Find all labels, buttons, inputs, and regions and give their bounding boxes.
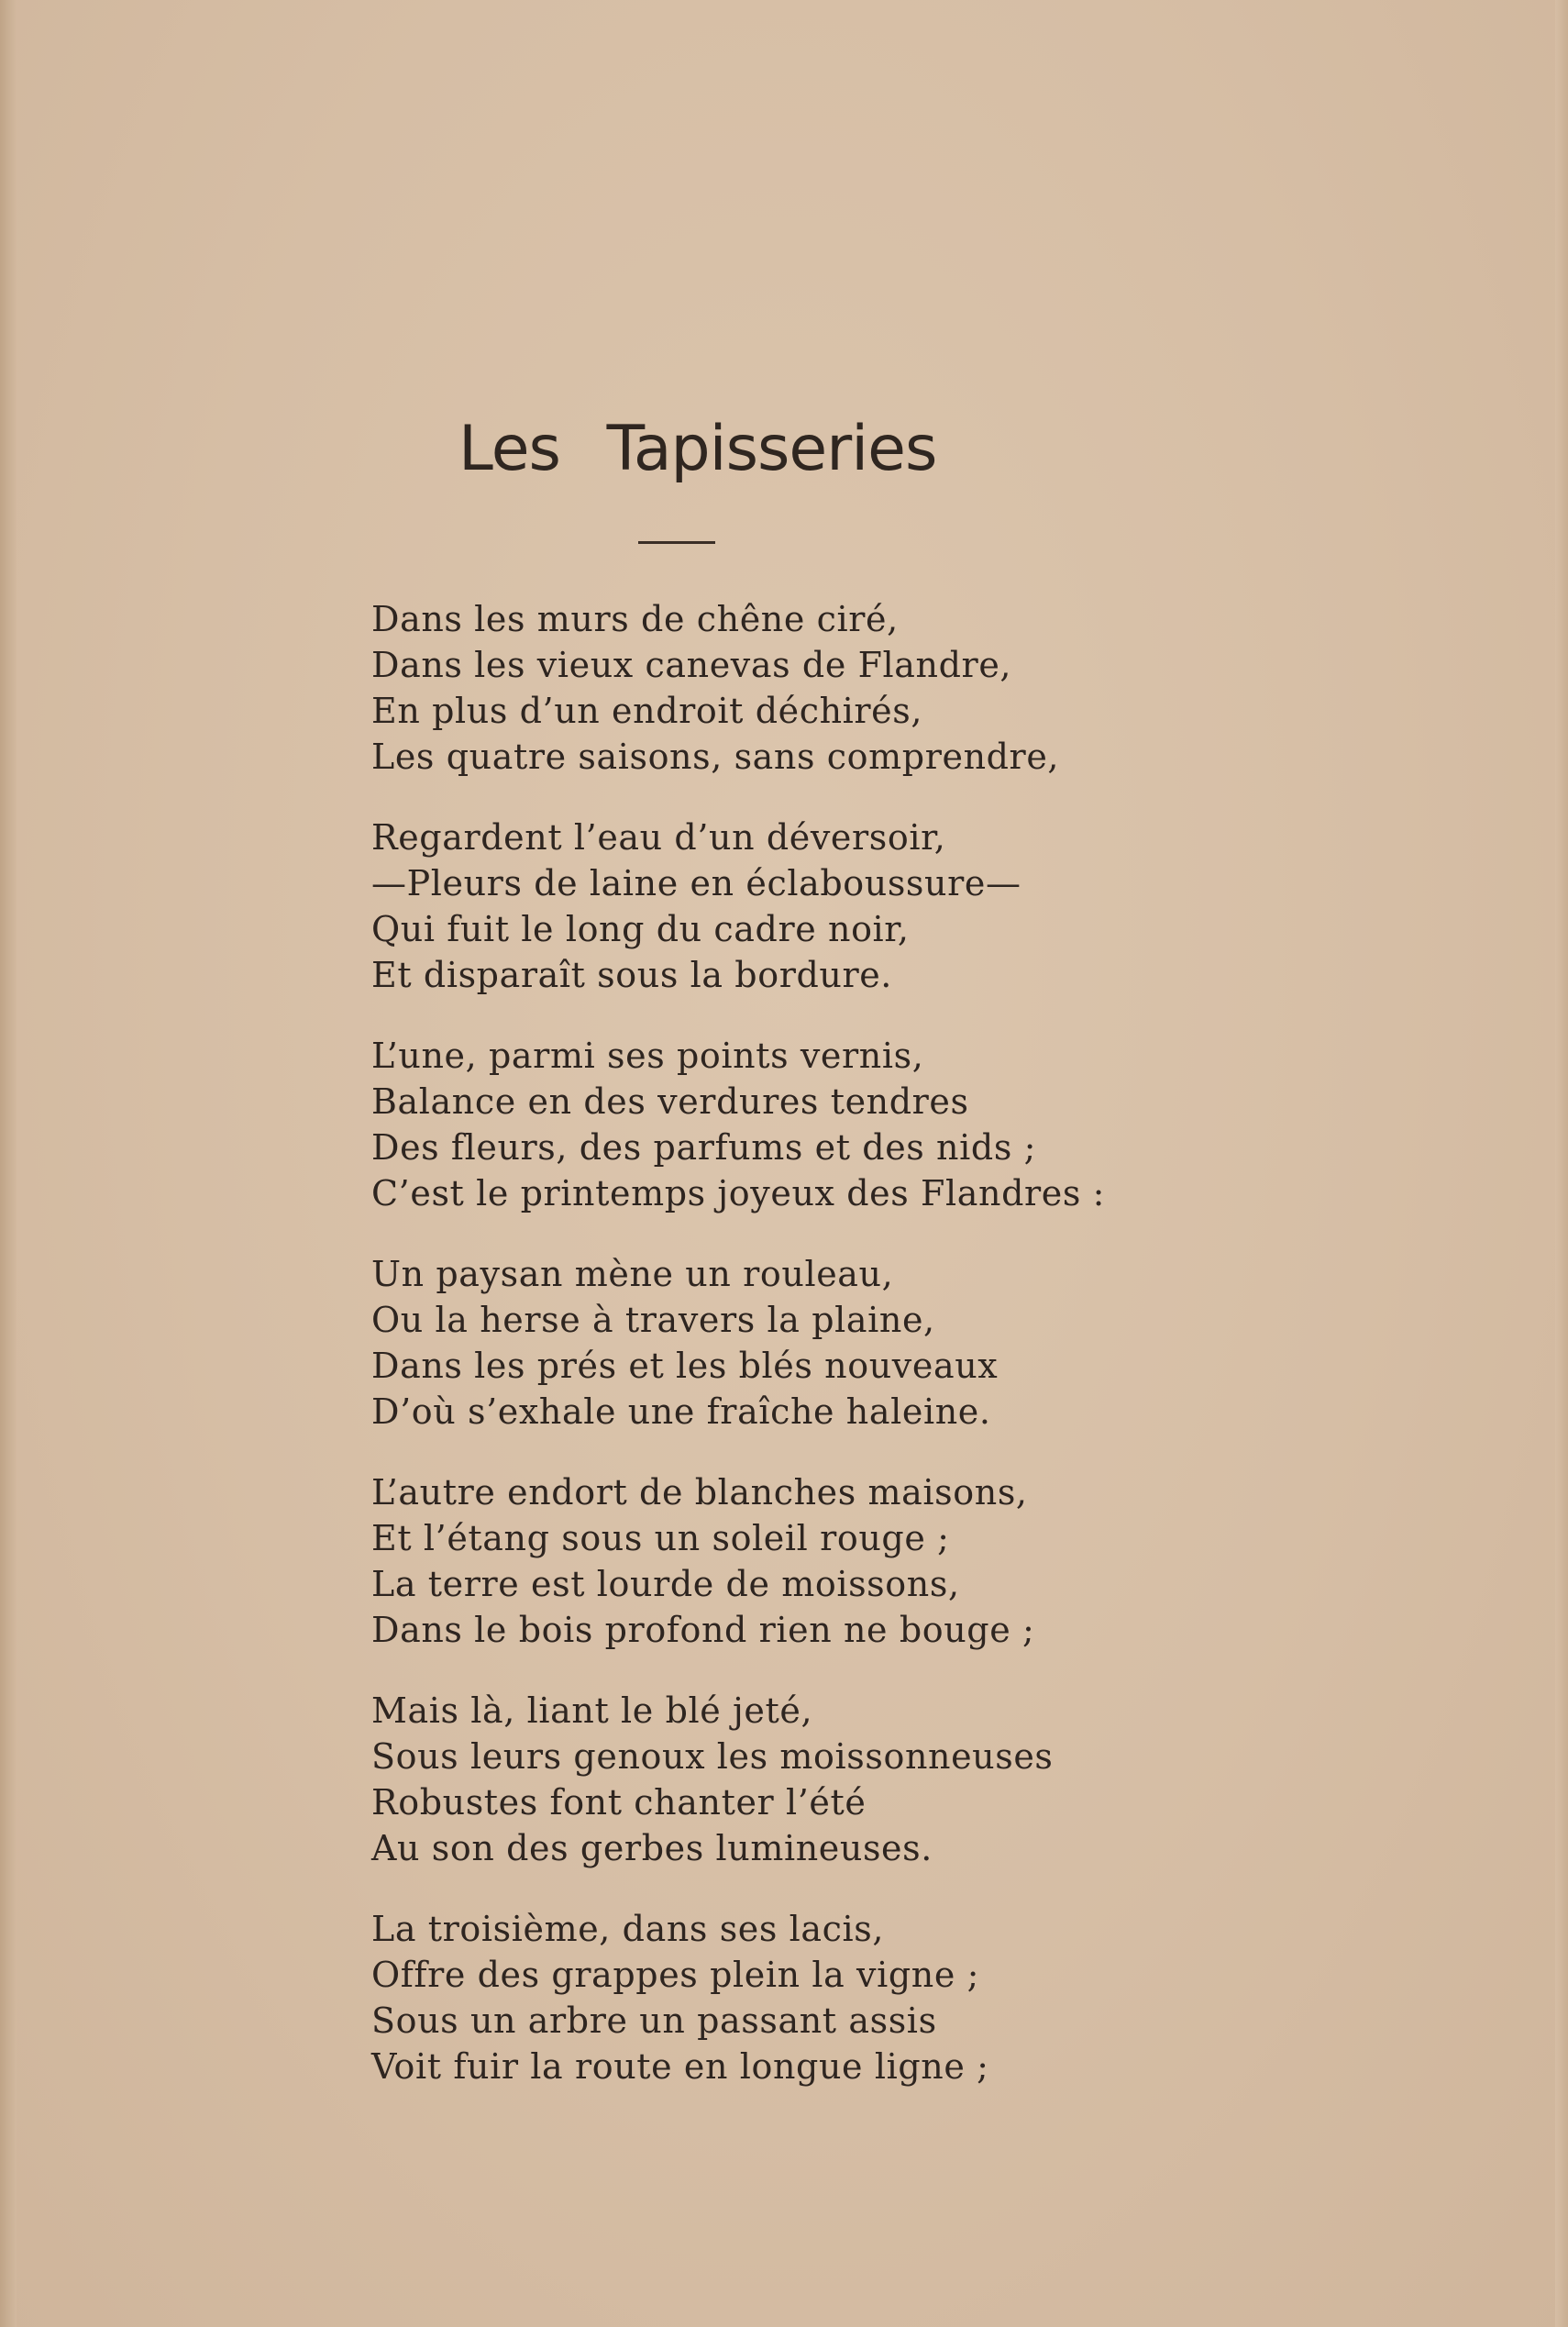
title-divider [638,541,715,544]
verse-line: Des fleurs, des parfums et des nids ; [371,1127,1036,1168]
verse-line: Voit fuir la route en longue ligne ; [371,2046,989,2087]
verse-line: Et disparaît sous la bordure. [371,955,892,995]
verse-line: Les quatre saisons, sans comprendre, [371,737,1060,777]
verse-line: Regardent l’eau d’un déversoir, [371,817,946,858]
verse-line: Dans les murs de chêne ciré, [371,599,899,639]
stanza-4 [371,1251,1197,1435]
poem-title: Les Tapisseries [458,413,937,485]
verse-line: Et l’étang sous un soleil rouge ; [371,1518,950,1558]
verse-line: L’une, parmi ses points vernis, [371,1036,924,1076]
verse-line: Dans les prés et les blés nouveaux [371,1346,999,1386]
verse-line: Mais là, liant le blé jeté, [371,1690,813,1731]
verse-line: Sous un arbre un passant assis [371,2000,937,2041]
stanza-6 [371,1688,1197,1871]
verse-line: Offre des grappes plein la vigne ; [371,1955,980,1995]
stanza-3 [371,1033,1197,1216]
verse-line: Balance en des verdures tendres [371,1081,969,1122]
verse-line: Un paysan mène un rouleau, [371,1254,894,1294]
verse-line: D’où s’exhale une fraîche haleine. [371,1391,991,1432]
verse-line: Au son des gerbes lumineuses. [371,1828,933,1868]
verse-line: Dans le bois profond rien ne bouge ; [371,1610,1035,1650]
verse-line: —Pleurs de laine en éclaboussure— [371,863,1021,903]
page-left-edge [0,0,17,2327]
page-right-edge [1555,0,1568,2327]
verse-line: La terre est lourde de moissons, [371,1564,960,1604]
poem-body [371,596,1197,2124]
verse-line: C’est le printemps joyeux des Flandres : [371,1173,1106,1213]
verse-line: La troisième, dans ses lacis, [371,1909,885,1949]
verse-line: L’autre endort de blanches maisons, [371,1472,1028,1513]
verse-line: En plus d’un endroit déchirés, [371,691,923,731]
stanza-5 [371,1469,1197,1653]
verse-line: Sous leurs genoux les moissonneuses [371,1736,1054,1777]
verse-line: Ou la herse à travers la plaine, [371,1300,935,1340]
verse-line: Dans les vieux canevas de Flandre, [371,645,1012,685]
stanza-7 [371,1906,1197,2089]
verse-line: Robustes font chanter l’été [371,1782,867,1823]
verse-line: Qui fuit le long du cadre noir, [371,909,910,949]
stanza-2 [371,814,1197,998]
stanza-1 [371,596,1197,780]
